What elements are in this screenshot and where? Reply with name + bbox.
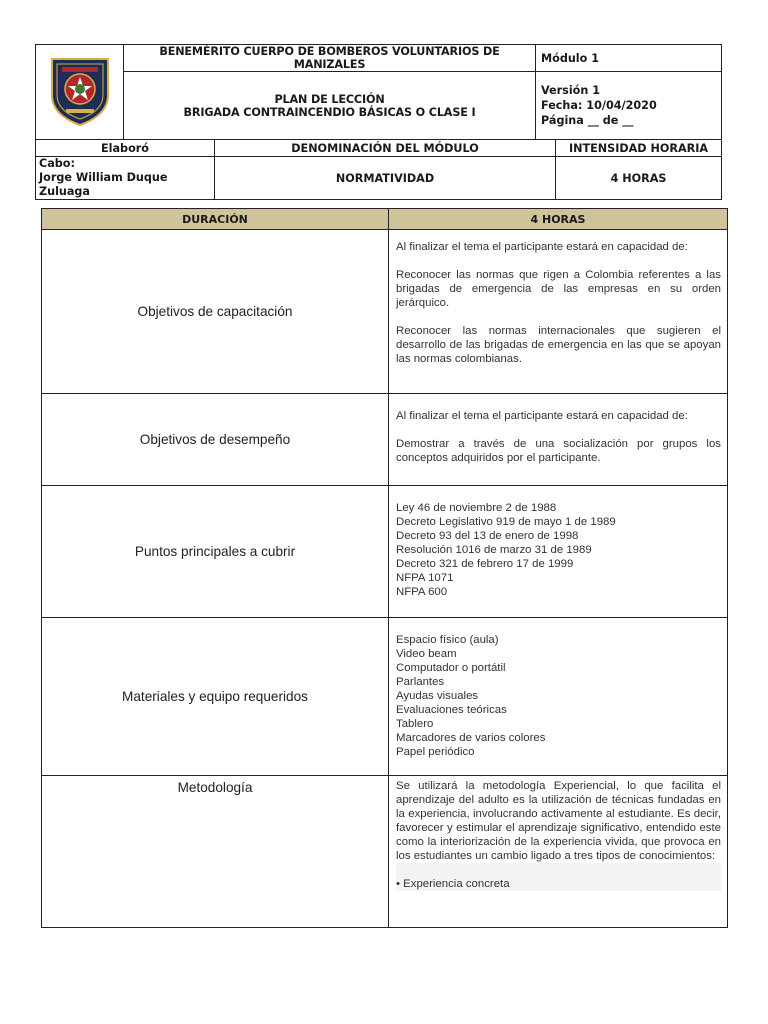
list-item: Papel periódico (396, 746, 475, 758)
col-elaboro: Elaboró (36, 140, 215, 157)
list-item: Tablero (396, 718, 434, 730)
header-horas: 4 HORAS (389, 209, 728, 230)
fire-brigade-logo (48, 55, 112, 127)
list-item: Video beam (396, 648, 457, 660)
header-duracion: DURACIÓN (42, 209, 389, 230)
list-item: NFPA 1071 (396, 572, 454, 584)
document-meta (536, 72, 722, 140)
list-item: Marcadores de varios colores (396, 732, 546, 744)
table-row (42, 486, 728, 618)
row-content (389, 230, 728, 394)
row-label: Objetivos de desempeño (42, 394, 389, 486)
row-label: Materiales y equipo requeridos (42, 618, 389, 776)
table-row (42, 230, 728, 394)
document-title-line2: BRIGADA CONTRAINCENDIO BÁSICAS O CLASE I (183, 105, 476, 119)
table-row (42, 394, 728, 486)
paragraph: Reconocer las normas que rigen a Colombia referentes a las brigadas de emergencia de las empresas en su orden jerárquico. (396, 269, 721, 309)
row-label: Objetivos de capacitación (42, 230, 389, 394)
hours: 4 HORAS (556, 157, 722, 200)
page-counter: Página __ de __ (541, 114, 634, 127)
list-item: Decreto 93 del 13 de enero de 1998 (396, 530, 579, 542)
col-denominacion: DENOMINACIÓN DEL MÓDULO (215, 140, 556, 157)
date: Fecha: 10/04/2020 (541, 99, 657, 112)
row-content (389, 394, 728, 486)
col-intensidad: INTENSIDAD HORARIA (556, 140, 722, 157)
list-item: Espacio físico (aula) (396, 634, 499, 646)
document-title (124, 72, 536, 140)
list-item: Ley 46 de noviembre 2 de 1988 (396, 502, 557, 514)
org-name: BENEMÉRITO CUERPO DE BOMBEROS VOLUNTARIOS DE MANIZALES (124, 45, 536, 72)
paragraph: Se utilizará la metodología Experiencial, lo que facilita el aprendizaje del adulto es la utilización de técnicas fundadas en la experiencia, involucrando activamente al estudiante. Es decir, favorecer y estimular el aprendizaje significativo, entendido este como la interiorización de la experiencia vivida, que provoca en los estudiantes un cambio ligado a tres tipos de conocimientos: (396, 780, 721, 862)
lesson-plan-table (41, 208, 728, 928)
logo-cell (36, 45, 124, 140)
paragraph: Al finalizar el tema el participante estará en capacidad de: (396, 410, 688, 422)
list-item: Evaluaciones teóricas (396, 704, 507, 716)
list-item: Ayudas visuales (396, 690, 479, 702)
list-item: Decreto Legislativo 919 de mayo 1 de 1989 (396, 516, 616, 528)
list-item: NFPA 600 (396, 586, 448, 598)
paragraph: Reconocer las normas internacionales que sugieren el desarrollo de las brigadas de emergencia en las que se apoyan las normas colombianas. (396, 325, 721, 365)
author-name: Jorge William Duque Zuluaga (39, 171, 168, 198)
row-label: Metodología (42, 776, 389, 928)
document-header (35, 44, 722, 200)
version: Versión 1 (541, 84, 600, 97)
table-row (42, 618, 728, 776)
row-label: Puntos principales a cubrir (42, 486, 389, 618)
list-item: • Experiencia concreta (396, 877, 721, 891)
module-name: NORMATIVIDAD (215, 157, 556, 200)
row-content (389, 618, 728, 776)
document-title-line1: PLAN DE LECCIÓN (274, 92, 385, 106)
paragraph: Al finalizar el tema el participante estará en capacidad de: (396, 241, 688, 253)
row-content (389, 776, 728, 928)
list-item: Decreto 321 de febrero 17 de 1999 (396, 558, 574, 570)
list-item: Parlantes (396, 676, 445, 688)
list-item: Resolución 1016 de marzo 31 de 1989 (396, 544, 592, 556)
table-row (42, 776, 728, 928)
row-content (389, 486, 728, 618)
author (36, 157, 215, 200)
author-rank: Cabo: (39, 157, 75, 170)
paragraph: Demostrar a través de una socialización por grupos los conceptos adquiridos por el participante. (396, 438, 721, 464)
module-number: Módulo 1 (536, 45, 722, 72)
list-item: Computador o portátil (396, 662, 506, 674)
